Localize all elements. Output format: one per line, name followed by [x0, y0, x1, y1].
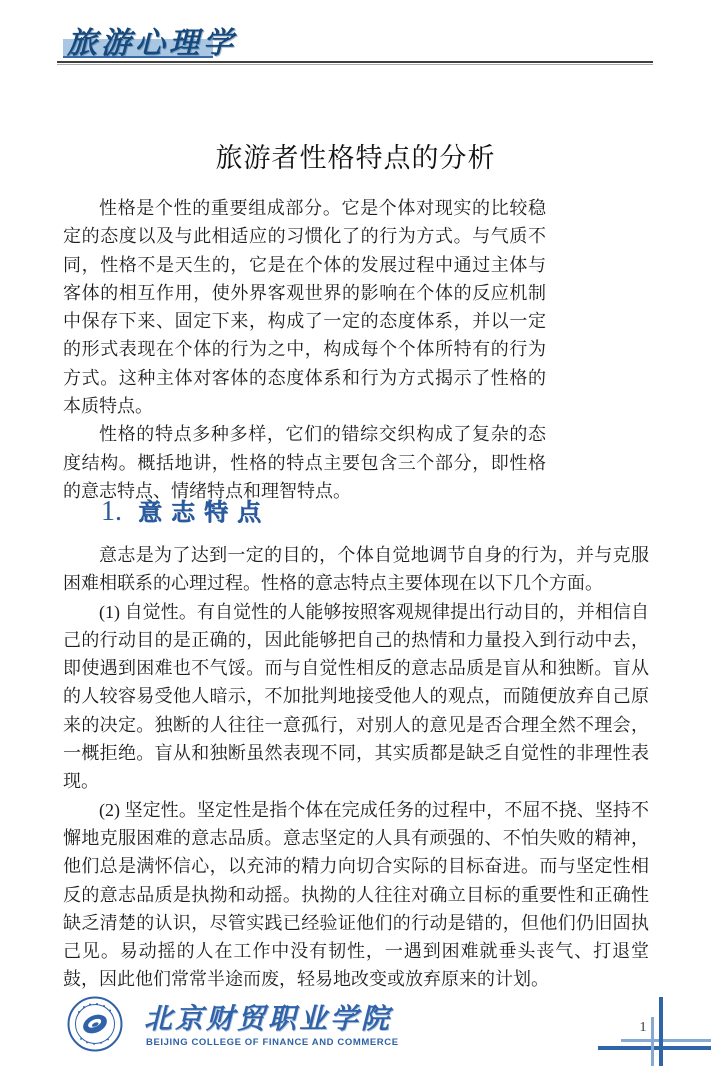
section-text-block	[63, 541, 649, 994]
page-title: 旅游者性格特点的分析	[215, 143, 496, 173]
header-divider	[57, 61, 653, 65]
college-name-chinese: 北京财贸职业学院	[144, 1004, 393, 1035]
paragraph: 性格是个性的重要组成部分。它是个体对现实的比较稳定的态度以及与此相适应的习惯化了的行为方式。与气质不同，性格不是天生的，它是在个体的发展过程中通过主体与客体的相互作用，使外界客观世界的影响在个体的反应机制中保存下来、固定下来，构成了一定的态度体系，并以一定的形式表现在个体的行为之中，构成每个个体所特有的行为方式。这种主体对客体的态度体系和行为方式揭示了性格的本质特点。	[63, 198, 546, 417]
intro-text-block	[63, 194, 546, 505]
section-title: 意志特点	[138, 499, 270, 526]
paragraph: 意志是为了达到一定的目的，个体自觉地调节自身的行为，并与克服困难相联系的心理过程。性格的意志特点主要体现在以下几个方面。	[63, 545, 649, 594]
paragraph: 性格的特点多种多样，它们的错综交织构成了复杂的态度结构。概括地讲，性格的特点主要包含三个部分，即性格的意志特点、情绪特点和理智特点。	[63, 424, 546, 501]
corner-line-horizontal-dark	[598, 1046, 711, 1050]
college-name-english: BEIJING COLLEGE OF FINANCE AND COMMERCE	[146, 1037, 399, 1048]
section-heading	[101, 492, 270, 528]
header-course-title: 旅游心理学	[67, 27, 237, 60]
corner-line-vertical-dark	[659, 997, 663, 1066]
section-number: 1.	[101, 496, 122, 527]
corner-line-vertical-light	[651, 1017, 654, 1066]
page-number: 1	[639, 1020, 647, 1035]
paragraph: (1) 自觉性。有自觉性的人能够按照客观规律提出行动目的，并相信自己的行动目的是正确的，因此能够把自己的热情和力量投入到行动中去，即使遇到困难也不气馁。而与自觉性相反的意志品质是盲从和独断。盲从的人较容易受他人暗示，不加批判地接受他人的观点，而随便放弃自己原来的决定。独断的人往往一意孤行，对别人的意见是否合理全然不理会，一概拒绝。盲从和独断虽然表现不同，其实质都是缺乏自觉性的非理性表现。	[63, 601, 649, 792]
college-seal-icon	[66, 995, 124, 1053]
corner-line-horizontal-light	[621, 1039, 711, 1042]
paragraph: (2) 坚定性。坚定性是指个体在完成任务的过程中，不屈不挠、坚持不懈地克服困难的意志品质。意志坚定的人具有顽强的、不怕失败的精神，他们总是满怀信心，以充沛的精力向切合实际的目标奋进。而与坚定性相反的意志品质是执拗和动摇。执拗的人往往对确立目标的重要性和正确性缺乏清楚的认识，尽管实践已经验证他们的行动是错的，但他们仍旧固执己见。易动摇的人在工作中没有韧性，一遇到困难就垂头丧气、打退堂鼓，因此他们常常半途而废，轻易地改变或放弃原来的计划。	[63, 799, 649, 990]
